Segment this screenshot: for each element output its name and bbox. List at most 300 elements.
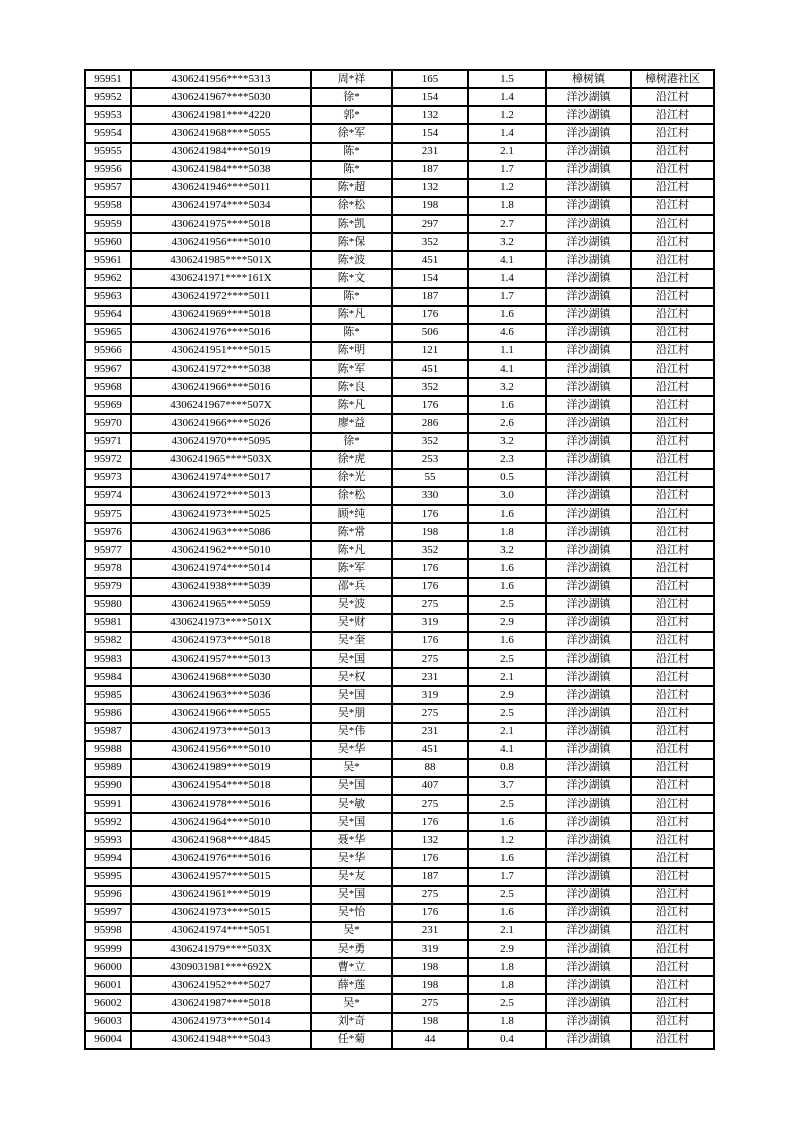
cell-id-number: 4306241978****5016	[131, 795, 311, 813]
cell-village: 沿江村	[631, 668, 714, 686]
cell-town: 洋沙湖镇	[546, 143, 631, 161]
cell-name: 顾*纯	[311, 505, 392, 523]
cell-town: 洋沙湖镇	[546, 469, 631, 487]
cell-amount: 132	[392, 831, 468, 849]
cell-village: 樟树港社区	[631, 70, 714, 88]
cell-town: 洋沙湖镇	[546, 632, 631, 650]
cell-serial: 95977	[85, 541, 131, 559]
cell-area: 2.1	[468, 668, 546, 686]
cell-village: 沿江村	[631, 741, 714, 759]
cell-name: 吴*权	[311, 668, 392, 686]
cell-village: 沿江村	[631, 1031, 714, 1049]
cell-name: 徐*松	[311, 197, 392, 215]
cell-town: 洋沙湖镇	[546, 251, 631, 269]
cell-name: 廖*益	[311, 414, 392, 432]
cell-town: 洋沙湖镇	[546, 124, 631, 142]
cell-town: 洋沙湖镇	[546, 741, 631, 759]
cell-amount: 132	[392, 106, 468, 124]
cell-village: 沿江村	[631, 868, 714, 886]
table-row	[85, 741, 714, 759]
cell-area: 1.2	[468, 106, 546, 124]
cell-area: 1.5	[468, 70, 546, 88]
cell-name: 陈*波	[311, 251, 392, 269]
cell-area: 4.1	[468, 360, 546, 378]
cell-village: 沿江村	[631, 487, 714, 505]
cell-name: 吴*勇	[311, 940, 392, 958]
cell-name: 刘*奇	[311, 1013, 392, 1031]
cell-town: 洋沙湖镇	[546, 704, 631, 722]
cell-id-number: 4306241973****5013	[131, 723, 311, 741]
cell-amount: 154	[392, 88, 468, 106]
cell-area: 2.5	[468, 994, 546, 1012]
cell-village: 沿江村	[631, 723, 714, 741]
cell-area: 1.6	[468, 559, 546, 577]
cell-id-number: 4306241976****5016	[131, 324, 311, 342]
cell-town: 洋沙湖镇	[546, 197, 631, 215]
cell-town: 洋沙湖镇	[546, 1031, 631, 1049]
cell-town: 洋沙湖镇	[546, 958, 631, 976]
cell-area: 0.4	[468, 1031, 546, 1049]
cell-area: 3.2	[468, 233, 546, 251]
cell-town: 洋沙湖镇	[546, 414, 631, 432]
cell-name: 陈*	[311, 288, 392, 306]
cell-village: 沿江村	[631, 958, 714, 976]
cell-id-number: 4309031981****692X	[131, 958, 311, 976]
table-row	[85, 632, 714, 650]
cell-town: 洋沙湖镇	[546, 1013, 631, 1031]
cell-area: 1.7	[468, 288, 546, 306]
cell-serial: 95971	[85, 433, 131, 451]
cell-name: 吴*朋	[311, 704, 392, 722]
cell-id-number: 4306241957****5013	[131, 650, 311, 668]
cell-amount: 187	[392, 288, 468, 306]
cell-serial: 96001	[85, 976, 131, 994]
cell-serial: 95975	[85, 505, 131, 523]
cell-name: 徐*	[311, 433, 392, 451]
cell-town: 洋沙湖镇	[546, 360, 631, 378]
cell-area: 1.4	[468, 124, 546, 142]
cell-area: 1.4	[468, 269, 546, 287]
cell-id-number: 4306241968****5055	[131, 124, 311, 142]
cell-name: 吴*华	[311, 741, 392, 759]
cell-amount: 154	[392, 124, 468, 142]
cell-amount: 451	[392, 251, 468, 269]
cell-serial: 95981	[85, 614, 131, 632]
cell-amount: 231	[392, 922, 468, 940]
cell-name: 聂*华	[311, 831, 392, 849]
cell-serial: 95991	[85, 795, 131, 813]
cell-amount: 297	[392, 215, 468, 233]
cell-village: 沿江村	[631, 233, 714, 251]
cell-name: 陈*常	[311, 523, 392, 541]
cell-area: 1.6	[468, 849, 546, 867]
cell-town: 洋沙湖镇	[546, 487, 631, 505]
cell-serial: 95995	[85, 868, 131, 886]
cell-amount: 451	[392, 741, 468, 759]
cell-amount: 176	[392, 306, 468, 324]
cell-amount: 352	[392, 233, 468, 251]
cell-town: 洋沙湖镇	[546, 306, 631, 324]
cell-amount: 275	[392, 886, 468, 904]
table-row	[85, 686, 714, 704]
cell-name: 吴*国	[311, 650, 392, 668]
cell-village: 沿江村	[631, 179, 714, 197]
cell-id-number: 4306241956****5313	[131, 70, 311, 88]
cell-id-number: 4306241973****5014	[131, 1013, 311, 1031]
cell-amount: 165	[392, 70, 468, 88]
cell-amount: 506	[392, 324, 468, 342]
table-row	[85, 161, 714, 179]
table-row	[85, 596, 714, 614]
cell-area: 2.9	[468, 614, 546, 632]
cell-area: 2.1	[468, 723, 546, 741]
cell-town: 洋沙湖镇	[546, 288, 631, 306]
cell-area: 2.3	[468, 451, 546, 469]
cell-town: 洋沙湖镇	[546, 994, 631, 1012]
cell-id-number: 4306241973****5025	[131, 505, 311, 523]
cell-area: 2.5	[468, 886, 546, 904]
cell-village: 沿江村	[631, 904, 714, 922]
cell-village: 沿江村	[631, 632, 714, 650]
cell-village: 沿江村	[631, 269, 714, 287]
table-row	[85, 451, 714, 469]
table-row	[85, 288, 714, 306]
table-row	[85, 795, 714, 813]
cell-name: 吴*财	[311, 614, 392, 632]
cell-amount: 55	[392, 469, 468, 487]
table-row	[85, 233, 714, 251]
table-row	[85, 378, 714, 396]
cell-amount: 154	[392, 269, 468, 287]
table-row	[85, 269, 714, 287]
cell-name: 吴*	[311, 994, 392, 1012]
cell-amount: 198	[392, 523, 468, 541]
cell-village: 沿江村	[631, 777, 714, 795]
cell-amount: 275	[392, 650, 468, 668]
cell-village: 沿江村	[631, 559, 714, 577]
cell-id-number: 4306241951****5015	[131, 342, 311, 360]
cell-amount: 275	[392, 596, 468, 614]
cell-id-number: 4306241972****5013	[131, 487, 311, 505]
cell-village: 沿江村	[631, 396, 714, 414]
table-row	[85, 469, 714, 487]
cell-village: 沿江村	[631, 143, 714, 161]
cell-area: 1.6	[468, 632, 546, 650]
cell-id-number: 4306241946****5011	[131, 179, 311, 197]
cell-serial: 95965	[85, 324, 131, 342]
cell-id-number: 4306241962****5010	[131, 541, 311, 559]
table-row	[85, 88, 714, 106]
cell-serial: 95993	[85, 831, 131, 849]
cell-area: 4.1	[468, 251, 546, 269]
cell-village: 沿江村	[631, 578, 714, 596]
cell-id-number: 4306241954****5018	[131, 777, 311, 795]
table-row	[85, 342, 714, 360]
cell-serial: 95986	[85, 704, 131, 722]
cell-area: 1.7	[468, 868, 546, 886]
table-row	[85, 251, 714, 269]
cell-serial: 95956	[85, 161, 131, 179]
cell-town: 洋沙湖镇	[546, 433, 631, 451]
cell-name: 陈*保	[311, 233, 392, 251]
cell-area: 3.2	[468, 433, 546, 451]
cell-town: 洋沙湖镇	[546, 668, 631, 686]
cell-name: 吴*国	[311, 886, 392, 904]
cell-village: 沿江村	[631, 251, 714, 269]
cell-id-number: 4306241966****5026	[131, 414, 311, 432]
cell-id-number: 4306241973****501X	[131, 614, 311, 632]
cell-area: 2.5	[468, 795, 546, 813]
cell-serial: 95990	[85, 777, 131, 795]
cell-area: 1.4	[468, 88, 546, 106]
cell-town: 洋沙湖镇	[546, 559, 631, 577]
cell-serial: 95963	[85, 288, 131, 306]
cell-area: 2.9	[468, 686, 546, 704]
table-row	[85, 306, 714, 324]
cell-serial: 95996	[85, 886, 131, 904]
table-row	[85, 433, 714, 451]
cell-serial: 96004	[85, 1031, 131, 1049]
cell-name: 徐*光	[311, 469, 392, 487]
cell-village: 沿江村	[631, 197, 714, 215]
cell-area: 1.8	[468, 523, 546, 541]
cell-town: 洋沙湖镇	[546, 541, 631, 559]
cell-village: 沿江村	[631, 922, 714, 940]
cell-name: 徐*军	[311, 124, 392, 142]
cell-village: 沿江村	[631, 650, 714, 668]
cell-amount: 176	[392, 578, 468, 596]
cell-id-number: 4306241989****5019	[131, 759, 311, 777]
cell-area: 1.8	[468, 197, 546, 215]
cell-id-number: 4306241969****5018	[131, 306, 311, 324]
cell-serial: 95952	[85, 88, 131, 106]
table-row	[85, 976, 714, 994]
cell-serial: 95972	[85, 451, 131, 469]
cell-amount: 187	[392, 161, 468, 179]
table-row	[85, 668, 714, 686]
cell-area: 2.7	[468, 215, 546, 233]
cell-serial: 95999	[85, 940, 131, 958]
cell-amount: 176	[392, 632, 468, 650]
cell-town: 洋沙湖镇	[546, 161, 631, 179]
cell-name: 陈*	[311, 161, 392, 179]
cell-town: 洋沙湖镇	[546, 378, 631, 396]
cell-village: 沿江村	[631, 976, 714, 994]
cell-village: 沿江村	[631, 433, 714, 451]
cell-amount: 132	[392, 179, 468, 197]
cell-area: 2.1	[468, 143, 546, 161]
cell-name: 陈*军	[311, 559, 392, 577]
table-row	[85, 940, 714, 958]
cell-serial: 95976	[85, 523, 131, 541]
cell-amount: 44	[392, 1031, 468, 1049]
table-row	[85, 124, 714, 142]
table-row	[85, 523, 714, 541]
cell-amount: 451	[392, 360, 468, 378]
cell-area: 1.2	[468, 179, 546, 197]
cell-id-number: 4306241974****5014	[131, 559, 311, 577]
cell-id-number: 4306241975****5018	[131, 215, 311, 233]
cell-village: 沿江村	[631, 451, 714, 469]
cell-serial: 95957	[85, 179, 131, 197]
cell-town: 洋沙湖镇	[546, 106, 631, 124]
cell-name: 吴*伟	[311, 723, 392, 741]
cell-amount: 352	[392, 433, 468, 451]
cell-serial: 95955	[85, 143, 131, 161]
cell-area: 1.6	[468, 505, 546, 523]
table-row	[85, 106, 714, 124]
table-row	[85, 360, 714, 378]
cell-name: 吴*国	[311, 686, 392, 704]
cell-amount: 176	[392, 396, 468, 414]
cell-serial: 95974	[85, 487, 131, 505]
cell-town: 洋沙湖镇	[546, 886, 631, 904]
table-row	[85, 614, 714, 632]
cell-id-number: 4306241967****507X	[131, 396, 311, 414]
cell-town: 洋沙湖镇	[546, 88, 631, 106]
cell-id-number: 4306241974****5017	[131, 469, 311, 487]
cell-town: 洋沙湖镇	[546, 179, 631, 197]
cell-area: 1.6	[468, 306, 546, 324]
cell-name: 吴*	[311, 922, 392, 940]
cell-town: 洋沙湖镇	[546, 868, 631, 886]
cell-serial: 96002	[85, 994, 131, 1012]
cell-area: 0.8	[468, 759, 546, 777]
cell-amount: 198	[392, 958, 468, 976]
cell-serial: 96000	[85, 958, 131, 976]
cell-id-number: 4306241971****161X	[131, 269, 311, 287]
table-row	[85, 143, 714, 161]
cell-town: 洋沙湖镇	[546, 342, 631, 360]
cell-town: 洋沙湖镇	[546, 596, 631, 614]
cell-id-number: 4306241963****5086	[131, 523, 311, 541]
cell-village: 沿江村	[631, 831, 714, 849]
table-row	[85, 831, 714, 849]
cell-village: 沿江村	[631, 541, 714, 559]
table-row	[85, 396, 714, 414]
cell-village: 沿江村	[631, 886, 714, 904]
cell-amount: 176	[392, 559, 468, 577]
cell-serial: 95959	[85, 215, 131, 233]
cell-village: 沿江村	[631, 759, 714, 777]
cell-name: 陈*	[311, 324, 392, 342]
cell-amount: 231	[392, 668, 468, 686]
cell-village: 沿江村	[631, 324, 714, 342]
cell-name: 邵*兵	[311, 578, 392, 596]
cell-town: 洋沙湖镇	[546, 904, 631, 922]
cell-serial: 95958	[85, 197, 131, 215]
cell-area: 3.7	[468, 777, 546, 795]
cell-name: 徐*	[311, 88, 392, 106]
table-row	[85, 777, 714, 795]
cell-amount: 319	[392, 940, 468, 958]
cell-town: 洋沙湖镇	[546, 723, 631, 741]
cell-village: 沿江村	[631, 795, 714, 813]
cell-id-number: 4306241984****5019	[131, 143, 311, 161]
cell-id-number: 4306241968****4845	[131, 831, 311, 849]
cell-village: 沿江村	[631, 88, 714, 106]
table-row	[85, 759, 714, 777]
cell-town: 洋沙湖镇	[546, 831, 631, 849]
cell-id-number: 4306241981****4220	[131, 106, 311, 124]
cell-amount: 176	[392, 813, 468, 831]
cell-id-number: 4306241965****503X	[131, 451, 311, 469]
cell-town: 洋沙湖镇	[546, 777, 631, 795]
table-row	[85, 487, 714, 505]
cell-area: 1.8	[468, 1013, 546, 1031]
cell-serial: 95984	[85, 668, 131, 686]
table-row	[85, 958, 714, 976]
subsidy-records-table	[84, 69, 715, 1050]
cell-name: 陈*凡	[311, 541, 392, 559]
cell-serial: 95962	[85, 269, 131, 287]
cell-amount: 319	[392, 686, 468, 704]
cell-serial: 95978	[85, 559, 131, 577]
cell-town: 洋沙湖镇	[546, 849, 631, 867]
cell-id-number: 4306241957****5015	[131, 868, 311, 886]
table-row	[85, 849, 714, 867]
table-row	[85, 215, 714, 233]
table-row	[85, 868, 714, 886]
cell-area: 1.6	[468, 813, 546, 831]
cell-town: 洋沙湖镇	[546, 976, 631, 994]
cell-serial: 95982	[85, 632, 131, 650]
cell-town: 樟树镇	[546, 70, 631, 88]
cell-town: 洋沙湖镇	[546, 215, 631, 233]
cell-town: 洋沙湖镇	[546, 505, 631, 523]
cell-id-number: 4306241948****5043	[131, 1031, 311, 1049]
cell-id-number: 4306241961****5019	[131, 886, 311, 904]
cell-amount: 176	[392, 849, 468, 867]
table-row	[85, 723, 714, 741]
cell-serial: 95966	[85, 342, 131, 360]
cell-town: 洋沙湖镇	[546, 650, 631, 668]
cell-serial: 95967	[85, 360, 131, 378]
table-row	[85, 414, 714, 432]
cell-serial: 95961	[85, 251, 131, 269]
cell-village: 沿江村	[631, 414, 714, 432]
cell-serial: 95992	[85, 813, 131, 831]
table-row	[85, 578, 714, 596]
cell-town: 洋沙湖镇	[546, 940, 631, 958]
cell-name: 陈*明	[311, 342, 392, 360]
cell-serial: 95987	[85, 723, 131, 741]
cell-town: 洋沙湖镇	[546, 324, 631, 342]
cell-village: 沿江村	[631, 360, 714, 378]
cell-name: 吴*国	[311, 813, 392, 831]
table-row	[85, 505, 714, 523]
cell-serial: 95998	[85, 922, 131, 940]
cell-name: 周*祥	[311, 70, 392, 88]
cell-id-number: 4306241965****5059	[131, 596, 311, 614]
cell-id-number: 4306241967****5030	[131, 88, 311, 106]
cell-id-number: 4306241968****5030	[131, 668, 311, 686]
cell-name: 郭*	[311, 106, 392, 124]
cell-amount: 187	[392, 868, 468, 886]
cell-area: 1.7	[468, 161, 546, 179]
cell-id-number: 4306241952****5027	[131, 976, 311, 994]
cell-id-number: 4306241974****5034	[131, 197, 311, 215]
cell-area: 2.1	[468, 922, 546, 940]
cell-serial: 95954	[85, 124, 131, 142]
cell-name: 徐*虎	[311, 451, 392, 469]
cell-name: 吴*敏	[311, 795, 392, 813]
cell-amount: 286	[392, 414, 468, 432]
cell-village: 沿江村	[631, 469, 714, 487]
cell-name: 徐*松	[311, 487, 392, 505]
cell-amount: 176	[392, 904, 468, 922]
subsidy-table-body	[85, 70, 714, 1049]
